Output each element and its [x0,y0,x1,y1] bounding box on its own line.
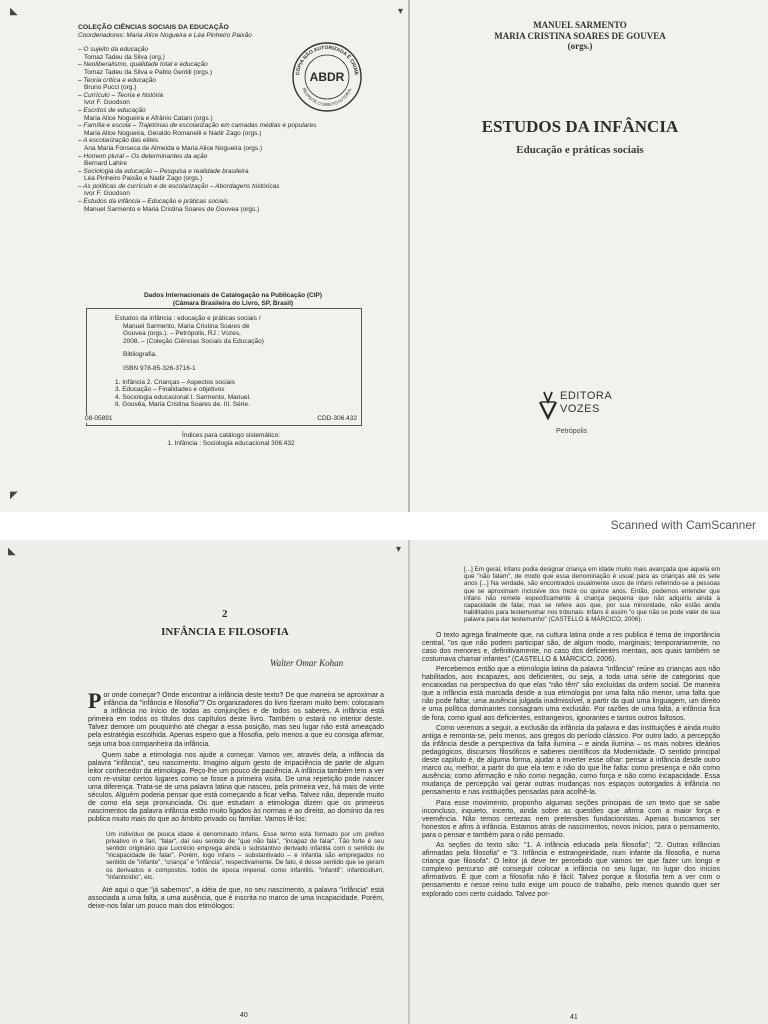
paragraph: As seções do texto são: "1. A infância educada pela filosofia"; "2. Outras infâncias afirmadas pela filosofia" e "3. Infância e estrangeiridade, num infante da filosofia, e numa criança que filosofa". O leitor já deve ter percebido que vamos ter que fazer um longo e complexo percurso até conseguir colocar a infância no seu lugar, no lugar dos inícios afirmativos. É que com a filosofia não é fácil. Talvez porque a filosofia tem a ver com o pensamento e nesse reino tudo exige um pouco de trabalho, pelo menos quando quer ser explorado com certo cuidado. Talvez por- [422,841,720,898]
cip-box [86,308,362,426]
corner-mark-bottom-left: ◤ [10,490,18,501]
cip-subtitle: (Câmara Brasileira do Livro, SP, Brasil) [172,299,294,307]
camscanner-strip [0,512,768,540]
opening-paragraph [88,688,384,749]
book-title-entry: – Currículo – Teoria e história [78,91,164,99]
paragraph: Percebemos então que a etimologia latina da palavra "infância" reúne as crianças aos não habilitados, aos incapazes, aos deficientes, ou seja, a toda uma série de categorias que encaixadas na perspectiva do que elas "não têm" são excluídas da ordem social. De maneira que a infância está marcada desde a sua etimologia por uma falta não menor, uma falta que não pode faltar, uma ausência julgada inadmissível, a partir da qual uma linguagem, um direito e uma política dominantes consagram uma exclusão. Por razões de uma falta, a infância fica de fora, como igual aos deficientes, estrangeiros, ignorantes e tantos outros faltosos. [422,666,720,722]
cip-header [88,292,378,307]
cip-line: II. Gouvêa, Maria Cristina Soares de. III. Série. [115,401,250,409]
book-author-entry: Maria Alice Nogueira, Geraldo Romanelli e Nadir Zago (orgs.) [84,129,262,137]
book-title-entry: – Escritos de educação [78,106,146,114]
abdr-logo-text: ABDR [309,70,345,84]
block-quote: Um indivíduo de pouca idade é denominado Infans. Esse termo está formado por um prefixo privativo in e fari, "falar", daí seu sentido de "que não fala", "incapaz de falar". Tão forte é seu sentido originário que Lucrécio emprega ainda o substantivo derivado infantia com o sentido de "incapacidade de falar". Porém, logo infans – substantivado – e infantia são empregados no sentido de "infante", "criança" e "infância", respectivamente. De fato, é desse sentido que se geram os derivados e compostos, todos de época imperial, como infantilis, "infantil"; infanticidium, "infanticídio", etc. [106,830,384,881]
cip-line: Gouvea (orgs.). – Petrópolis, RJ : Vozes, [123,330,241,338]
editor-name: MANUEL SARMENTO [533,20,627,30]
collection-coordinators: Coordenadores: Maria Alice Nogueira e Léa Pinheiro Paixão [78,31,252,39]
book-title-entry: – Família e escola – Trajetórias de escolarização em camadas médias e populares [78,122,317,130]
book-author-entry: Bernard Lahire [84,160,127,168]
collection-title: COLEÇÃO CIÊNCIAS SOCIAIS DA EDUCAÇÃO [78,24,229,31]
book-author-entry: Ivor F. Goodson [84,190,130,198]
cdd-number: CDD-306.432 [317,415,357,423]
book-title-entry: – Teoria crítica e educação [78,76,156,84]
book-title-entry: – A escolarização das elites [78,137,159,145]
publisher-city: Petrópolis [556,428,588,435]
editors-block [460,20,700,52]
fold-mark-top: ▾ [396,544,402,555]
index-entry: 1. Infância : Sociologia educacional 306.432 [167,439,295,447]
cip-line: 1. Infância 2. Crianças – Aspectos sociais [115,378,235,386]
left-page-body [88,688,384,911]
abdr-ring-bottom: RESPEITE O DIREITO AUTORAL [301,86,353,108]
cip-line: Manuel Sarmento, Maria Cristina Soares de [123,322,250,330]
cip-line: 2008. – (Coleção Ciências Sociais da Educação) [123,337,264,345]
book-title-entry: – Sociologia da educação – Pesquisa e realidade brasileira [78,167,249,175]
chapter-author: Walter Omar Kohan [270,658,344,668]
index-block [86,432,376,447]
chapter-number: 2 [222,608,228,620]
cip-line: ISBN 978-85-326-3716-1 [123,364,196,372]
book-author-entry: Maria Alice Nogueira e Afrânio Catani (orgs.) [84,114,213,122]
page-fold [408,0,410,512]
cip-line: Estudos da infância : educação e práticas sociais / [115,315,261,322]
paragraph-text: or onde começar? Onde encontrar a infância deste texto? De que maneira se aproximar a infância da "infância e filosofia"? Os organizadores do livro fizeram muito bem: colocaram a infância no início de todas as conjunções e de todos os saberes. A infância está primeira em todos os títulos dos capítulos deste livro. Também o estará no interior deste. Talvez demore um pouquinho até chegar a essa posição, mas seu lugar não está ameaçado pela estratégia escolhida. Apenas espero que a filosofia, pelo menos a que eu consiga afirmar, seja uma boa companheira da infância. [88,692,384,748]
paragraph: Até aqui o que "já sabemos", a idéia de que, no seu nascimento, a palavra "infância" está associada a uma falta, a uma ausência, que é inscrita no marco de uma incapacidade. Porém, deixe-nos falar um pouco mais dos etimólogos: [88,886,384,911]
book-author-entry: Ivor F. Goodson [84,99,130,107]
publisher-line-2: VOZES [560,403,600,415]
corner-mark-top-left: ◣ [10,6,18,17]
abdr-ring-top: CÓPIA NÃO AUTORIZADA É CRIME [295,44,359,76]
page-fold [408,540,410,1024]
book-title: ESTUDOS DA INFÂNCIA [481,117,679,136]
block-quote: [...] Em geral, infans podia designar criança em idade muito mais avançada que aquela em que "não falam", de modo que essa denominação é usual para as crianças até os sete anos [...] Na verdade, são encontrados usualmente usos de infans referindo-se a pessoas que se aproximam inclusive dos treze ou quinze anos. Então, podemos entender que infans não remete especificamente à criança pequena que não adquiriu ainda a capacidade de falar, mas se refere aos que, por sua minoridade, não estão ainda habilitados para testemunhar nos tribunais: infans é assim "o que não se pode valer de sua palavra para dar testemunho" (CASTELLO & MÁRCICO, 2006). [464,566,720,624]
book-title-entry: – Homem plural – Os determinantes da ação [78,152,208,160]
paragraph: O texto agrega finalmente que, na cultura latina onde a res publica é tema de importância central, "os que não podem participar são, de algum modo, marginais; temporariamente, no caso dos menores e, definitivamente, no caso dos deficientes mentais, aos quais também se costumava chamar infantes" (CASTELLO & MÁRCICO, 2006). [422,631,720,663]
book-author-entry: Tomaz Tadeu da Silva e Pablo Gentili (orgs.) [84,68,213,76]
paragraph: Como veremos a seguir, a exclusão da infância da palavra e das instituições é ainda muito antiga e remonta-se, pelo menos, aos gregos do período clássico. Por outro lado, a percepção da infância desde a perspectiva da falta ilumina – e ainda ilumina – os mais nobres ideários pedagógicos, discursos filosóficos e saberes científicos da Modernidade. O sentido principal deste capítulo é, de alguma forma, ajudar a inverter esse olhar: pensar a infância desde outro marco ou, melhor, a partir do que ela tem e não do que lhe falta: como presença e não como ausência; como afirmação e não como negação, como força e não como incapacidade. Essa mudança de percepção vai gerar outras mudanças nos espaços outorgados à infância no pensamento e nas instituições pensadas para acolhê-la. [422,724,720,797]
index-title: Índices para catálogo sistemático: [182,432,280,439]
paragraph: Para esse movimento, proponho algumas seções principais de um texto que se sabe inconcluso, inquieto, incerto, ainda sobre as questões que afirma com a maior força e veemência. Não temos certezas nem pretensões fundacionistas. Apenas buscamos ser honestos e afins à infância. Estamos atrás de nascimentos, novos inícios, para o pensamento, para o pensar e também para o não pensado. [422,799,720,839]
book-title-entry: – Neoliberalismo, qualidade total e educação [78,61,208,69]
publisher-block [538,384,648,464]
book-author-entry: Bruno Pucci (org.) [84,84,137,92]
book-author-entry: Ana Maria Fonseca de Almeida e Maria Alice Nogueira (orgs.) [84,144,263,152]
book-author-entry: Léa Pinheiro Paixão e Nadir Zago (orgs.) [84,175,203,183]
book-title-entry: – As políticas de currículo e de escolarização – Abordagens históricas [78,182,280,190]
cip-title: Dados Internacionais de Catalogação na Publicação (CIP) [143,292,323,299]
cip-record [115,315,264,409]
right-page-body [422,566,720,899]
paragraph: Quem sabe a etimologia nos ajude a começar. Vamos ver, através dela, a infância da palavra "infância", seu nascimento. Imagino algum gesto de impaciência de parte de algum leitor conhecedor da etimologia. Peço-lhe um pouco de paciência. A infância também tem a ver com re-visitar certos lugares como se fosse a primeira visita. De uma repetição pode nascer uma diferença. Trata-se de uma palavra latina que nasceu, pela primeira vez, há mais de vinte séculos. Alguém poderia pensar que está começando a ficar velha. Talvez não, depende muito de como ela seja pronunciada. Os que estudam a etimologia dizem que os primeiros nascimentos da palavra infância estão muito ligados às normas e ao direito, ao domínio da res publica muito mais do que ao âmbito privado ou familiar. Vamos lê-los: [88,751,384,824]
corner-mark-top-left: ◣ [8,546,16,557]
abdr-seal [290,40,364,114]
editors-label: (orgs.) [567,41,593,51]
cip-line: 3. Educação – Finalidades e objetivos [115,386,225,394]
bottom-scan [0,540,768,1024]
vozes-logo-icon [538,388,558,422]
book-title-entry: – Estudos da infância – Educação e práticas sociais [78,198,228,206]
dropcap: P [88,688,102,713]
fold-mark-top: ▾ [398,6,404,17]
chapter-title: INFÂNCIA E FILOSOFIA [161,626,289,638]
book-title-entry: – O sujeito da educação [78,46,149,54]
page-number-right: 41 [570,1014,578,1021]
book-author-entry: Manuel Sarmento e Maria Cristina Soares de Gouvea (orgs.) [84,205,260,213]
publisher-line-1: EDITORA [560,390,613,402]
book-subtitle: Educação e práticas sociais [516,144,644,156]
cip-line: Bibliografia. [123,351,157,359]
camscanner-watermark: Scanned with CamScanner [610,518,756,532]
cip-number: 08-05891 [85,415,113,423]
page-number-left: 40 [240,1012,248,1019]
book-author-entry: Tomaz Tadeu da Silva (org.) [84,53,165,61]
cip-line: 4. Sociologia educacional I. Sarmento, Manuel. [115,393,251,401]
editor-name: MARIA CRISTINA SOARES DE GOUVEA [494,30,666,41]
